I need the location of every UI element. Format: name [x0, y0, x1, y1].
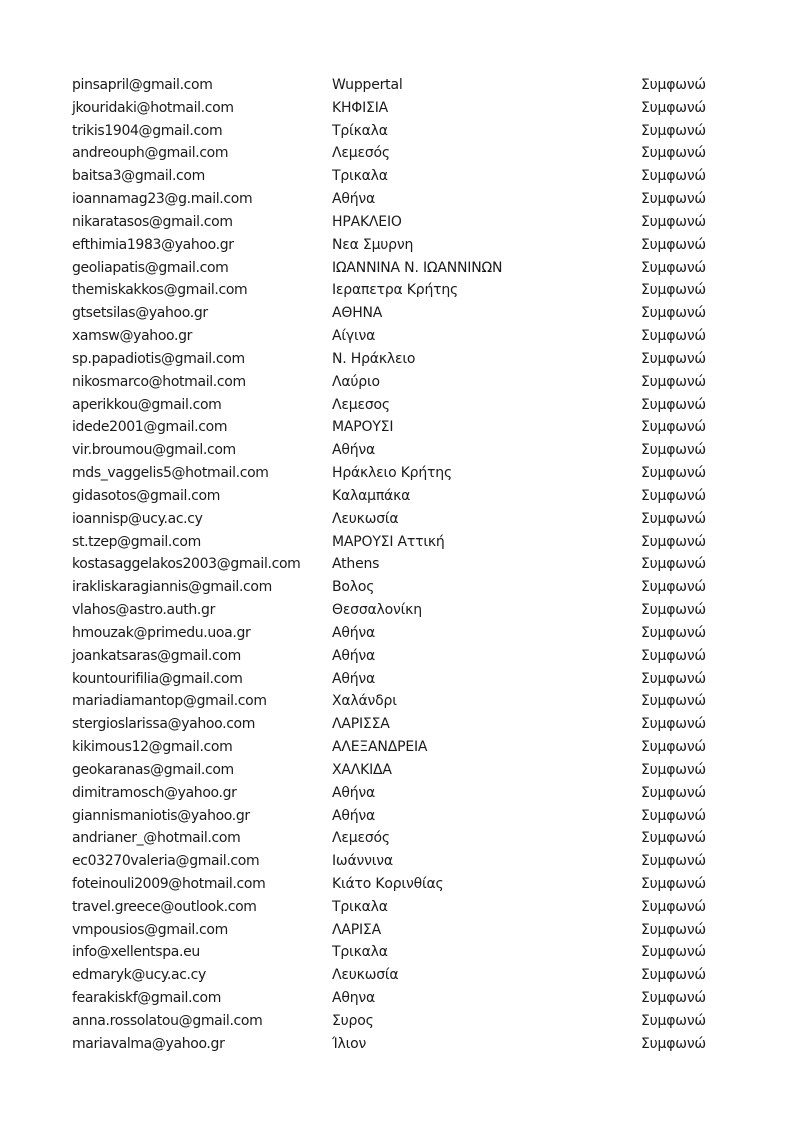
email-cell: mariadiamantop@gmail.com — [72, 693, 267, 710]
email-cell: gtsetsilas@yahoo.gr — [72, 305, 208, 322]
email-cell: vir.broumou@gmail.com — [72, 442, 236, 459]
email-cell: dimitramosch@yahoo.gr — [72, 784, 237, 801]
status-cell: Συμφωνώ — [641, 921, 706, 938]
email-cell: giannismaniotis@yahoo.gr — [72, 807, 250, 824]
status-cell: Συμφωνώ — [641, 716, 706, 733]
city-cell: Ν. Ηράκλειο — [332, 350, 416, 367]
email-cell: hmouzak@primedu.uoa.gr — [72, 624, 251, 641]
table-row — [0, 234, 799, 257]
table-row — [0, 576, 799, 599]
status-cell: Συμφωνώ — [641, 145, 706, 162]
city-cell: Χαλάνδρι — [332, 693, 397, 710]
email-cell: xamsw@yahoo.gr — [72, 328, 193, 345]
city-cell: Τρίκαλα — [332, 122, 388, 139]
city-cell: ΛΑΡΙΣΣΑ — [332, 716, 390, 733]
table-row — [0, 348, 799, 371]
status-cell: Συμφωνώ — [641, 510, 706, 527]
status-cell: Συμφωνώ — [641, 853, 706, 870]
status-cell: Συμφωνώ — [641, 1035, 706, 1052]
city-cell: Αθήνα — [332, 624, 376, 641]
city-cell: Αθήνα — [332, 191, 376, 208]
city-cell: ΧΑΛΚΙΔΑ — [332, 761, 392, 778]
table-row — [0, 257, 799, 280]
table-row — [0, 782, 799, 805]
email-cell: jkouridaki@hotmail.com — [72, 99, 234, 116]
email-cell: andrianer_@hotmail.com — [72, 830, 241, 847]
status-cell: Συμφωνώ — [641, 328, 706, 345]
table-row — [0, 919, 799, 942]
email-cell: vmpousios@gmail.com — [72, 921, 228, 938]
table-row — [0, 941, 799, 964]
city-cell: Συρος — [332, 1012, 374, 1029]
city-cell: ΛΑΡΙΣΑ — [332, 921, 381, 938]
table-row — [0, 1010, 799, 1033]
email-cell: andreouph@gmail.com — [72, 145, 229, 162]
city-cell: Αθήνα — [332, 807, 376, 824]
table-row — [0, 1033, 799, 1056]
city-cell: Τρικαλα — [332, 898, 388, 915]
city-cell: Athens — [332, 556, 380, 573]
status-cell: Συμφωνώ — [641, 624, 706, 641]
city-cell: Λεμεσός — [332, 145, 390, 162]
email-cell: geokaranas@gmail.com — [72, 761, 234, 778]
city-cell: Τρικαλα — [332, 944, 388, 961]
table-row — [0, 873, 799, 896]
email-cell: foteinouli2009@hotmail.com — [72, 875, 266, 892]
status-cell: Συμφωνώ — [641, 990, 706, 1007]
table-row — [0, 622, 799, 645]
table-row — [0, 736, 799, 759]
table-row — [0, 850, 799, 873]
city-cell: Λεμεσος — [332, 396, 390, 413]
city-cell: ΜΑΡΟΥΣΙ Αττική — [332, 533, 445, 550]
status-cell: Συμφωνώ — [641, 556, 706, 573]
city-cell: Αθήνα — [332, 784, 376, 801]
table-row — [0, 142, 799, 165]
email-cell: themiskakkos@gmail.com — [72, 282, 248, 299]
status-cell: Συμφωνώ — [641, 282, 706, 299]
status-cell: Συμφωνώ — [641, 213, 706, 230]
email-cell: mariavalma@yahoo.gr — [72, 1035, 225, 1052]
status-cell: Συμφωνώ — [641, 807, 706, 824]
city-cell: Κιάτο Κορινθίας — [332, 875, 444, 892]
city-cell: ΑΘΗΝΑ — [332, 305, 383, 322]
email-cell: ioannisp@ucy.ac.cy — [72, 510, 203, 527]
email-cell: st.tzep@gmail.com — [72, 533, 201, 550]
table-row — [0, 827, 799, 850]
email-cell: travel.greece@outlook.com — [72, 898, 257, 915]
status-cell: Συμφωνώ — [641, 898, 706, 915]
city-cell: Αθήνα — [332, 442, 376, 459]
table-row — [0, 120, 799, 143]
status-cell: Συμφωνώ — [641, 350, 706, 367]
city-cell: Αίγινα — [332, 328, 376, 345]
city-cell: ΜΑΡΟΥΣΙ — [332, 419, 394, 436]
status-cell: Συμφωνώ — [641, 373, 706, 390]
table-row — [0, 97, 799, 120]
table-row — [0, 439, 799, 462]
email-cell: anna.rossolatou@gmail.com — [72, 1012, 263, 1029]
city-cell: Λεμεσός — [332, 830, 390, 847]
table-row — [0, 645, 799, 668]
email-cell: kostasaggelakos2003@gmail.com — [72, 556, 301, 573]
city-cell: ΙΩΑΝΝΙΝΑ Ν. ΙΩΑΝΝΙΝΩΝ — [332, 259, 503, 276]
table-row — [0, 416, 799, 439]
city-cell: Ηράκλειο Κρήτης — [332, 465, 452, 482]
table-row — [0, 302, 799, 325]
city-cell: Καλαμπάκα — [332, 487, 411, 504]
status-cell: Συμφωνώ — [641, 122, 706, 139]
status-cell: Συμφωνώ — [641, 967, 706, 984]
email-cell: geoliapatis@gmail.com — [72, 259, 229, 276]
email-cell: baitsa3@gmail.com — [72, 168, 205, 185]
status-cell: Συμφωνώ — [641, 761, 706, 778]
status-cell: Συμφωνώ — [641, 168, 706, 185]
table-row — [0, 896, 799, 919]
table-row — [0, 713, 799, 736]
status-cell: Συμφωνώ — [641, 236, 706, 253]
table-row — [0, 964, 799, 987]
status-cell: Συμφωνώ — [641, 396, 706, 413]
email-cell: kikimous12@gmail.com — [72, 739, 233, 756]
table-row — [0, 279, 799, 302]
email-cell: pinsapril@gmail.com — [72, 77, 213, 93]
status-cell: Συμφωνώ — [641, 784, 706, 801]
table-row — [0, 165, 799, 188]
city-cell: ΚΗΦΙΣΙΑ — [332, 99, 389, 116]
city-cell: Wuppertal — [332, 77, 403, 93]
email-cell: aperikkou@gmail.com — [72, 396, 222, 413]
table-row — [0, 987, 799, 1010]
city-cell: Ίλιον — [332, 1035, 367, 1052]
status-cell: Συμφωνώ — [641, 739, 706, 756]
status-cell: Συμφωνώ — [641, 830, 706, 847]
city-cell: Λευκωσία — [332, 967, 399, 984]
table-row — [0, 485, 799, 508]
status-cell: Συμφωνώ — [641, 602, 706, 619]
email-cell: mds_vaggelis5@hotmail.com — [72, 465, 269, 482]
table-row — [0, 690, 799, 713]
email-cell: idede2001@gmail.com — [72, 419, 228, 436]
email-cell: efthimia1983@yahoo.gr — [72, 236, 234, 253]
table-row — [0, 462, 799, 485]
status-cell: Συμφωνώ — [641, 465, 706, 482]
email-cell: info@xellentspa.eu — [72, 944, 200, 961]
city-cell: Νεα Σμυρνη — [332, 236, 414, 253]
status-cell: Συμφωνώ — [641, 99, 706, 116]
table-row — [0, 325, 799, 348]
status-cell: Συμφωνώ — [641, 944, 706, 961]
table-row — [0, 599, 799, 622]
table-row — [0, 531, 799, 554]
city-cell: Λαύριο — [332, 373, 380, 390]
status-cell: Συμφωνώ — [641, 419, 706, 436]
status-cell: Συμφωνώ — [641, 533, 706, 550]
city-cell: Λευκωσία — [332, 510, 399, 527]
city-cell: Ιεραπετρα Κρήτης — [332, 282, 459, 299]
status-cell: Συμφωνώ — [641, 579, 706, 596]
city-cell: ΑΛΕΞΑΝΔΡΕΙΑ — [332, 739, 428, 756]
city-cell: Αθηνα — [332, 990, 376, 1007]
email-cell: kountourifilia@gmail.com — [72, 670, 243, 687]
status-cell: Συμφωνώ — [641, 487, 706, 504]
city-cell: Τρικαλα — [332, 168, 388, 185]
table-row — [0, 371, 799, 394]
city-cell: Βολος — [332, 579, 375, 596]
table-row — [0, 74, 799, 97]
email-cell: nikosmarco@hotmail.com — [72, 373, 246, 390]
table-row — [0, 211, 799, 234]
table-row — [0, 188, 799, 211]
city-cell: ΗΡΑΚΛΕΙΟ — [332, 213, 402, 230]
email-cell: joankatsaras@gmail.com — [72, 647, 241, 664]
status-cell: Συμφωνώ — [641, 191, 706, 208]
contact-table — [0, 74, 799, 1056]
email-cell: trikis1904@gmail.com — [72, 122, 223, 139]
email-cell: ec03270valeria@gmail.com — [72, 853, 260, 870]
status-cell: Συμφωνώ — [641, 875, 706, 892]
city-cell: Ιωάννινα — [332, 853, 393, 870]
email-cell: vlahos@astro.auth.gr — [72, 602, 215, 619]
status-cell: Συμφωνώ — [641, 1012, 706, 1029]
city-cell: Αθήνα — [332, 670, 376, 687]
status-cell: Συμφωνώ — [641, 77, 706, 93]
email-cell: ioannamag23@g.mail.com — [72, 191, 253, 208]
email-cell: fearakiskf@gmail.com — [72, 990, 222, 1007]
table-row — [0, 668, 799, 691]
table-row — [0, 508, 799, 531]
email-cell: stergioslarissa@yahoo.com — [72, 716, 256, 733]
city-cell: Θεσσαλονίκη — [332, 602, 422, 619]
table-row — [0, 394, 799, 417]
email-cell: edmaryk@ucy.ac.cy — [72, 967, 206, 984]
status-cell: Συμφωνώ — [641, 442, 706, 459]
table-row — [0, 553, 799, 576]
email-cell: nikaratasos@gmail.com — [72, 213, 233, 230]
status-cell: Συμφωνώ — [641, 670, 706, 687]
status-cell: Συμφωνώ — [641, 647, 706, 664]
email-cell: sp.papadiotis@gmail.com — [72, 350, 245, 367]
table-row — [0, 805, 799, 828]
status-cell: Συμφωνώ — [641, 693, 706, 710]
status-cell: Συμφωνώ — [641, 259, 706, 276]
status-cell: Συμφωνώ — [641, 305, 706, 322]
email-cell: irakliskaragiannis@gmail.com — [72, 579, 272, 596]
city-cell: Αθήνα — [332, 647, 376, 664]
table-row — [0, 759, 799, 782]
email-cell: gidasotos@gmail.com — [72, 487, 221, 504]
